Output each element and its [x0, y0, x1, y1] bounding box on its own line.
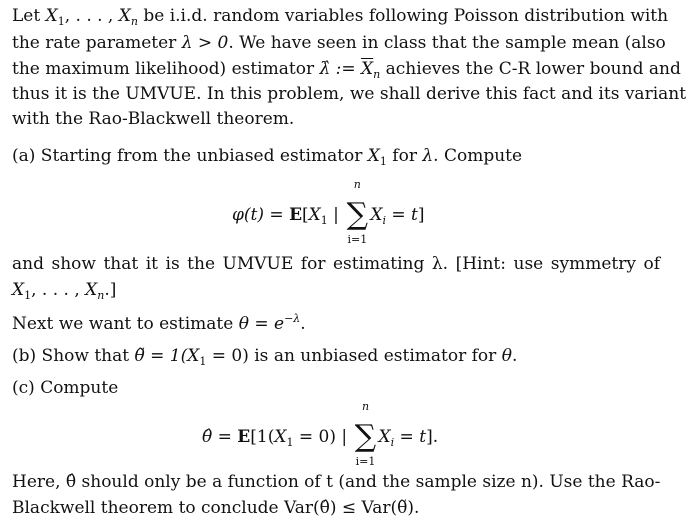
part-b: (b) Show that θ̃ = $1(X_1 = 0)$ is an unbiased estimator for θ.: [12, 346, 518, 368]
intro-line-4: thus it is the UMVUE. In this problem, we shall derive this fact and its variant: [12, 84, 687, 104]
part-c-follow-1: Here, θ̂ should only be a function of t (and the sample size n). Use the Rao-: [12, 472, 661, 492]
summation-sign: n ∑ i=1: [354, 400, 377, 468]
part-a-follow-2: $X_1$, . . . , $X_n$.]: [12, 280, 117, 302]
next-statement: Next we want to estimate $\theta = e^{-\lambda}$.: [12, 312, 306, 334]
intro-line-1: Let $X_1$, . . . , $X_n$ be i.i.d. random variables following Poisson distribution with: [12, 6, 669, 28]
intro-line-3: the maximum likelihood) estimator λ̂ := $\overline{X}_n$ achieves the C-R lower bound and: [12, 59, 681, 81]
part-a-follow-1: and show that it is the UMVUE for estimating λ. [Hint: use symmetry of: [12, 254, 660, 274]
intro-line-5: with the Rao-Blackwell theorem.: [12, 109, 295, 129]
summation-sign: n ∑ i=1: [346, 178, 369, 246]
part-c-heading: (c) Compute: [12, 378, 119, 398]
part-c-follow-2: Blackwell theorem to conclude Var(θ̂) ≤ Var(θ̃).: [12, 498, 420, 518]
part-a-heading: (a) Starting from the unbiased estimator $X_1$ for λ. Compute: [12, 146, 523, 168]
equation-phi: $\varphi(t) = E[X_1$ | n ∑ i=1 $X_i = t$]: [232, 178, 425, 246]
equation-theta-hat: θ̂ = $E[1(X_1 = 0)$ | n ∑ i=1 $X_i = t$].: [202, 400, 439, 468]
intro-line-2: the rate parameter λ > 0. We have seen in class that the sample mean (also: [12, 33, 666, 53]
